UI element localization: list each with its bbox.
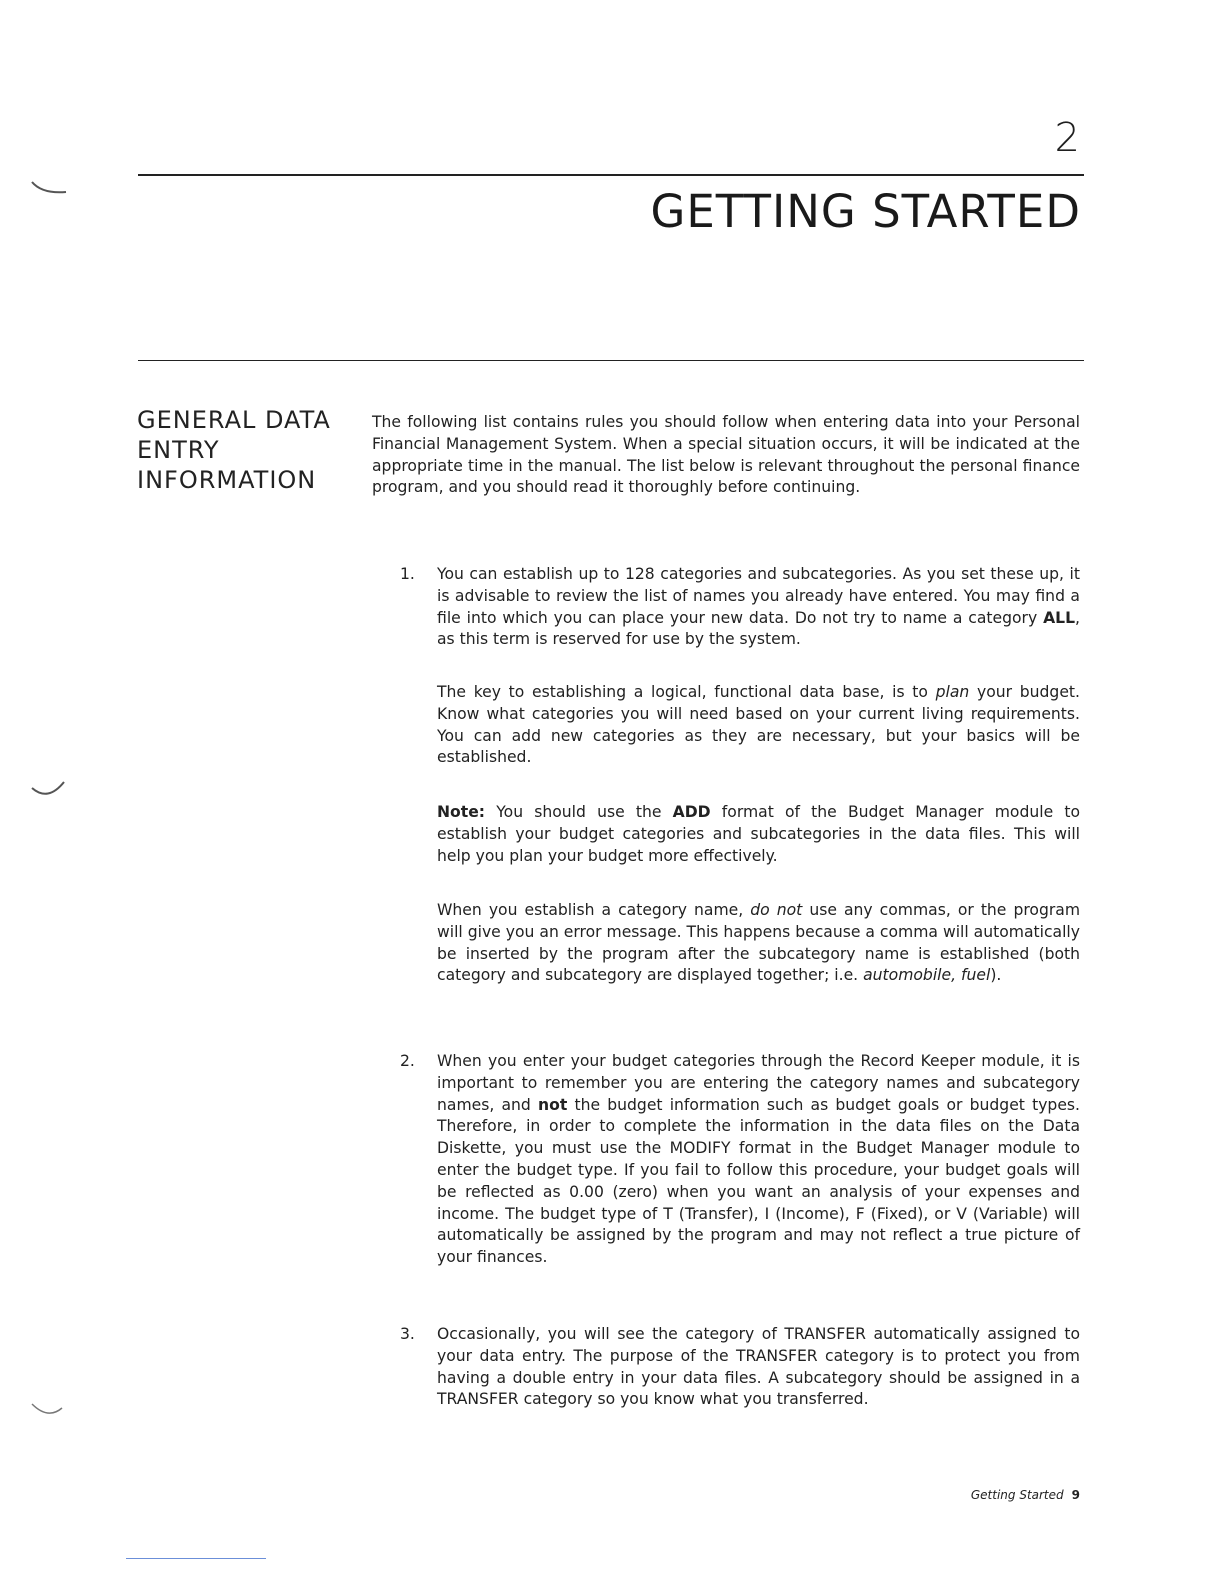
list-item <box>372 564 1080 651</box>
scan-artifact-line <box>126 1558 266 1559</box>
binder-mark-icon <box>28 1394 78 1424</box>
note-paragraph: Note: You should use the ADD format of the Budget Manager module to establish your budget categories and subcategories in the data files. This will help you plan your budget more effectively. <box>437 803 1080 865</box>
list-item-text: Occasionally, you will see the category of TRANSFER automatically assigned to your data entry. The purpose of the TRANSFER category is to protect you from having a double entry in your data files. A subcategory should be assigned in a TRANSFER category so you know what you transferred. <box>437 1325 1080 1409</box>
chapter-number: 2 <box>1054 115 1080 161</box>
section-rule <box>138 360 1084 361</box>
binder-mark-icon <box>28 772 78 812</box>
intro-paragraph: The following list contains rules you should follow when entering data into your Personal Financial Management System. When a special situation occurs, it will be indicated at the appropriate time in the manual. The list below is relevant throughout the personal finance program, and you should read it thoroughly before continuing. <box>372 413 1080 497</box>
list-item-text: You can establish up to 128 categories and subcategories. As you set these up, it is advisable to review the list of names you already have entered. You may find a file into which you can place your new data. Do not try to name a category ALL, as this term is reserved for use by the system. <box>437 565 1080 649</box>
key-paragraph: The key to establishing a logical, functional data base, is to plan your budget. Know what categories you will need based on your current living requirements. You can add new categories as they are necessary, but your basics will be established. <box>437 683 1080 767</box>
list-item <box>372 1324 1080 1411</box>
list-item <box>372 1051 1080 1269</box>
page-footer <box>971 1488 1080 1502</box>
list-item-number: 3. <box>400 1325 415 1343</box>
page-number: 9 <box>1071 1488 1080 1502</box>
list-item-text: When you enter your budget categories through the Record Keeper module, it is important to remember you are entering the category names and subcategory names, and not the budget information such as budget goals or budget types. Therefore, in order to complete the information in the data files on the Data Diskette, you must use the MODIFY format in the Budget Manager module to enter the budget type. If you fail to follow this procedure, your budget goals will be reflected as 0.00 (zero) when you want an analysis of your expenses and income. The budget type of T (Transfer), I (Income), F (Fixed), or V (Variable) will automatically be assigned by the program and may not reflect a true picture of your finances. <box>437 1052 1081 1267</box>
list-item-number: 1. <box>400 565 415 583</box>
binder-mark-icon <box>28 180 78 200</box>
section-heading-line: GENERAL DATA <box>137 406 331 434</box>
footer-label: Getting Started <box>970 1488 1064 1502</box>
section-heading-line: ENTRY <box>137 436 220 464</box>
chapter-title: GETTING STARTED <box>650 185 1081 238</box>
top-rule <box>138 174 1084 176</box>
commas-paragraph: When you establish a category name, do not use any commas, or the program will give you an error message. This happens because a comma will automatically be inserted by the program after the subcategory name is established (both category and subcategory are displayed together; i.e. automobile, fuel). <box>437 901 1081 985</box>
note-label: Note: <box>437 803 486 821</box>
section-heading-line: INFORMATION <box>137 466 317 494</box>
section-heading <box>137 405 357 495</box>
list-item-number: 2. <box>400 1052 415 1070</box>
